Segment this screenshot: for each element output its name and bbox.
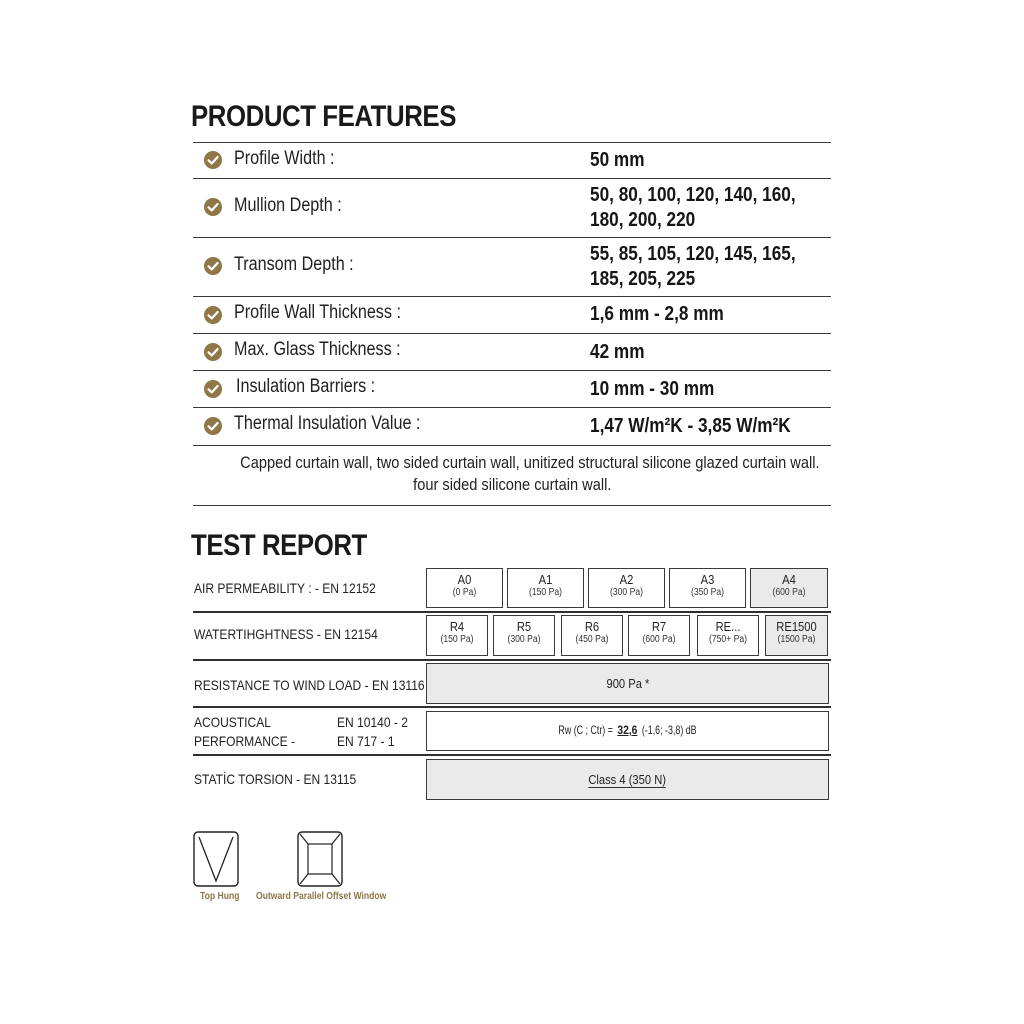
water-class-r7 xyxy=(628,615,690,656)
parallel-offset-label: Outward Parallel Offset Window xyxy=(256,891,387,902)
class-code: A1 xyxy=(538,572,553,587)
check-circle-icon xyxy=(204,343,222,361)
air-class-a2 xyxy=(588,568,665,608)
feature-value: 42 mm xyxy=(590,341,645,363)
feature-row-transom-depth xyxy=(193,238,831,296)
acoustic-value-main: 32,6 xyxy=(617,723,638,737)
test-report-title: TEST REPORT xyxy=(191,529,367,562)
note-line: Capped curtain wall, two sided curtain wall, unitized structural silicone glazed curtain wall. xyxy=(240,453,820,472)
class-code: RE1500 xyxy=(776,619,817,634)
class-pressure: (600 Pa) xyxy=(772,587,806,598)
feature-value: 1,6 mm - 2,8 mm xyxy=(590,303,724,325)
section-divider xyxy=(193,706,831,708)
air-class-a1 xyxy=(507,568,584,608)
section-divider xyxy=(193,659,831,661)
class-code: A3 xyxy=(700,572,715,587)
class-pressure: (450 Pa) xyxy=(575,634,609,645)
class-pressure: (0 Pa) xyxy=(452,587,477,598)
class-pressure: (600 Pa) xyxy=(642,634,676,645)
feature-label: Transom Depth : xyxy=(234,254,354,275)
wind-load-label: RESISTANCE TO WIND LOAD - EN 13116 xyxy=(194,677,425,693)
note-line: four sided silicone curtain wall. xyxy=(412,475,612,494)
class-code: R7 xyxy=(651,619,667,634)
air-class-a4-selected xyxy=(750,568,828,608)
top-hung-window-icon xyxy=(193,831,239,887)
class-code: A2 xyxy=(619,572,634,587)
class-code: R6 xyxy=(584,619,600,634)
acoustic-label-line2: PERFORMANCE - xyxy=(194,733,296,749)
water-class-re1500-selected xyxy=(765,615,828,656)
watertightness-label: WATERTIHGHTNESS - EN 12154 xyxy=(194,626,378,642)
static-torsion-label: STATİC TORSION - EN 13115 xyxy=(194,771,357,787)
feature-label: Profile Width : xyxy=(234,148,335,169)
feature-label: Insulation Barriers : xyxy=(236,376,376,397)
section-divider xyxy=(193,611,831,613)
class-code: A0 xyxy=(457,572,472,587)
check-circle-icon xyxy=(204,257,222,275)
feature-value: 50, 80, 100, 120, 140, 160, xyxy=(590,184,796,206)
water-class-r5 xyxy=(493,615,555,656)
class-code: R5 xyxy=(516,619,532,634)
acoustic-value xyxy=(554,723,701,737)
air-class-a0 xyxy=(426,568,503,608)
class-pressure: (150 Pa) xyxy=(440,634,474,645)
class-pressure: (350 Pa) xyxy=(690,587,724,598)
row-divider xyxy=(193,445,831,446)
class-pressure: (1500 Pa) xyxy=(777,634,816,645)
feature-label: Max. Glass Thickness : xyxy=(234,339,401,360)
acoustic-standard-1: EN 10140 - 2 xyxy=(337,714,408,730)
feature-row-thermal-insulation xyxy=(193,408,831,445)
class-pressure: (300 Pa) xyxy=(609,587,643,598)
air-class-a3 xyxy=(669,568,746,608)
feature-value: 55, 85, 105, 120, 145, 165, xyxy=(590,243,796,265)
check-circle-icon xyxy=(204,198,222,216)
static-torsion-value: Class 4 (350 N) xyxy=(588,772,667,787)
acoustic-result xyxy=(426,711,829,751)
feature-label: Mullion Depth : xyxy=(234,195,342,216)
water-class-r6 xyxy=(561,615,623,656)
feature-row-mullion-depth xyxy=(193,179,831,237)
water-class-r4 xyxy=(426,615,488,656)
top-hung-label: Top Hung xyxy=(200,891,240,902)
feature-row-glass-thickness xyxy=(193,334,831,370)
row-divider xyxy=(193,505,831,506)
feature-value-line2: 180, 200, 220 xyxy=(590,209,696,231)
wall-types-note xyxy=(193,452,831,496)
static-torsion-result xyxy=(426,759,829,800)
acoustic-value-prefix: Rw (C ; Ctr) = xyxy=(558,723,613,737)
class-code: RE... xyxy=(715,619,741,634)
feature-row-insulation-barriers xyxy=(193,371,831,407)
acoustic-label-line1: ACOUSTICAL xyxy=(194,714,271,730)
section-divider xyxy=(193,754,831,756)
check-circle-icon xyxy=(204,417,222,435)
wind-load-result xyxy=(426,663,829,704)
feature-label: Thermal Insulation Value : xyxy=(234,413,421,434)
parallel-offset-window-icon xyxy=(297,831,343,887)
class-code: R4 xyxy=(449,619,465,634)
class-code: A4 xyxy=(782,572,796,587)
feature-row-wall-thickness xyxy=(193,297,831,333)
check-circle-icon xyxy=(204,306,222,324)
air-permeability-label: AIR PERMEABILITY : - EN 12152 xyxy=(194,580,376,596)
class-pressure: (300 Pa) xyxy=(507,634,541,645)
feature-value: 1,47 W/m²K - 3,85 W/m²K xyxy=(590,415,791,437)
feature-label: Profile Wall Thickness : xyxy=(234,302,401,323)
feature-row-profile-width xyxy=(193,143,831,178)
check-circle-icon xyxy=(204,380,222,398)
water-class-re xyxy=(697,615,759,656)
wind-load-value: 900 Pa * xyxy=(606,676,649,691)
class-pressure: (150 Pa) xyxy=(528,587,562,598)
feature-value: 10 mm - 30 mm xyxy=(590,378,715,400)
check-circle-icon xyxy=(204,151,222,169)
product-features-title: PRODUCT FEATURES xyxy=(191,100,456,133)
class-pressure: (750+ Pa) xyxy=(708,634,748,645)
acoustic-standard-2: EN 717 - 1 xyxy=(337,733,395,749)
feature-value: 50 mm xyxy=(590,149,645,171)
acoustic-value-suffix: (-1,6; -3,8) dB xyxy=(641,723,697,737)
feature-value-line2: 185, 205, 225 xyxy=(590,268,696,290)
